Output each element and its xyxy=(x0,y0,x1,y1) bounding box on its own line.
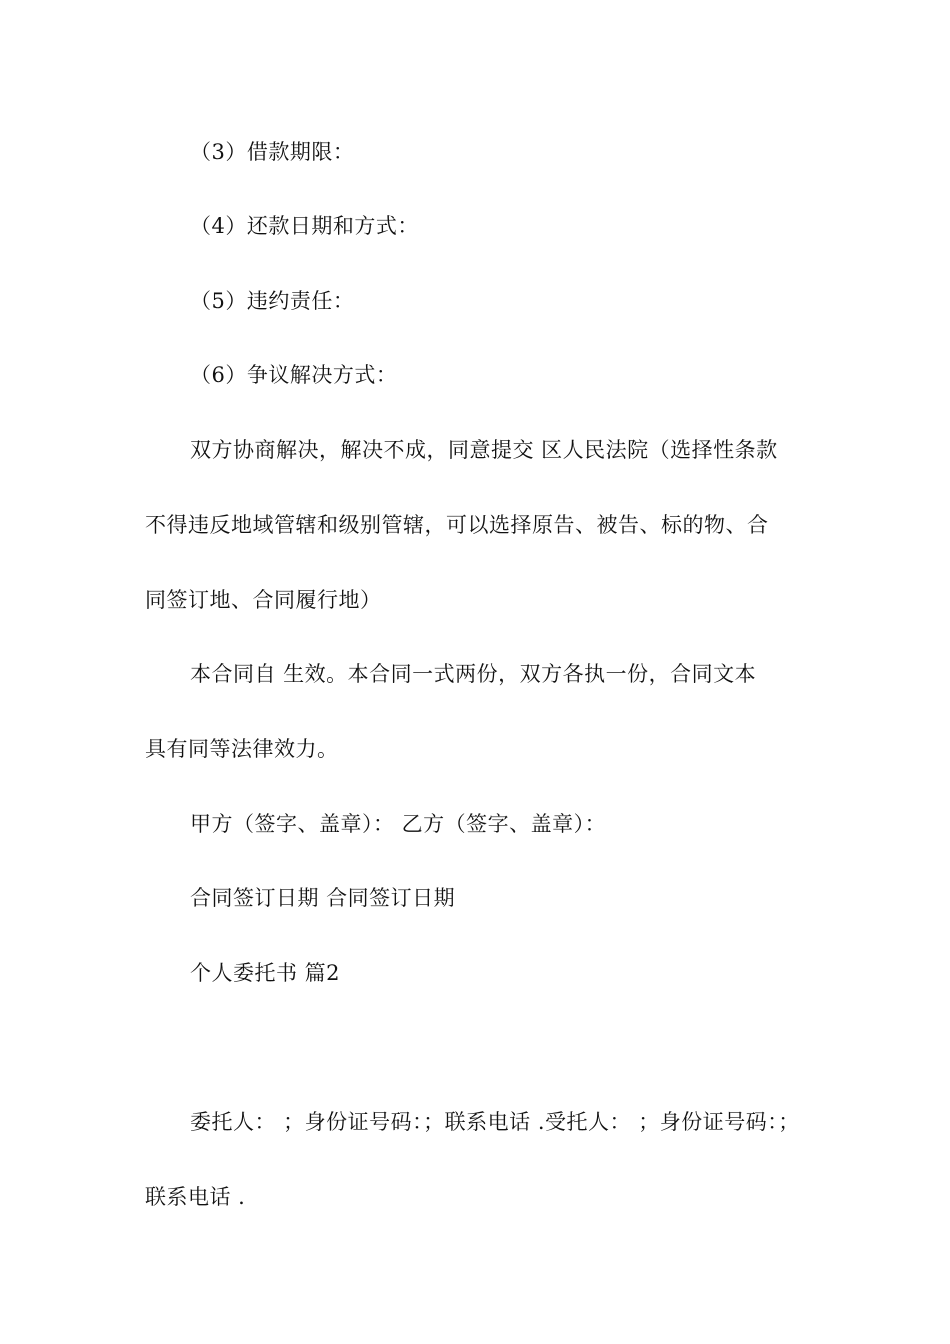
delegation-paragraph-line-1: 委托人： ；身份证号码：；联系电话 .受托人： ；身份证号码：； xyxy=(190,1110,800,1134)
clause-repayment: （4）还款日期和方式： xyxy=(190,214,419,238)
signature-line: 甲方（签字、盖章）： 乙方（签字、盖章）： xyxy=(190,812,607,836)
signing-date-line: 合同签订日期 合同签订日期 xyxy=(190,886,456,910)
delegation-paragraph-line-2: 联系电话 . xyxy=(145,1185,246,1209)
clause-dispute: （6）争议解决方式： xyxy=(190,363,398,387)
effect-paragraph-line-1: 本合同自 生效。本合同一式两份，双方各执一份，合同文本 xyxy=(190,662,757,686)
effect-paragraph-line-2: 具有同等法律效力。 xyxy=(145,737,339,761)
section-title: 个人委托书 篇2 xyxy=(190,961,341,985)
dispute-paragraph-line-1: 双方协商解决，解决不成，同意提交 区人民法院（选择性条款 xyxy=(190,438,778,462)
dispute-paragraph-line-2: 不得违反地域管辖和级别管辖，可以选择原告、被告、标的物、合 xyxy=(145,513,769,537)
clause-breach: （5）违约责任： xyxy=(190,289,355,313)
dispute-paragraph-line-3: 同签订地、合同履行地） xyxy=(145,588,382,612)
clause-loan-term: （3）借款期限： xyxy=(190,140,355,164)
